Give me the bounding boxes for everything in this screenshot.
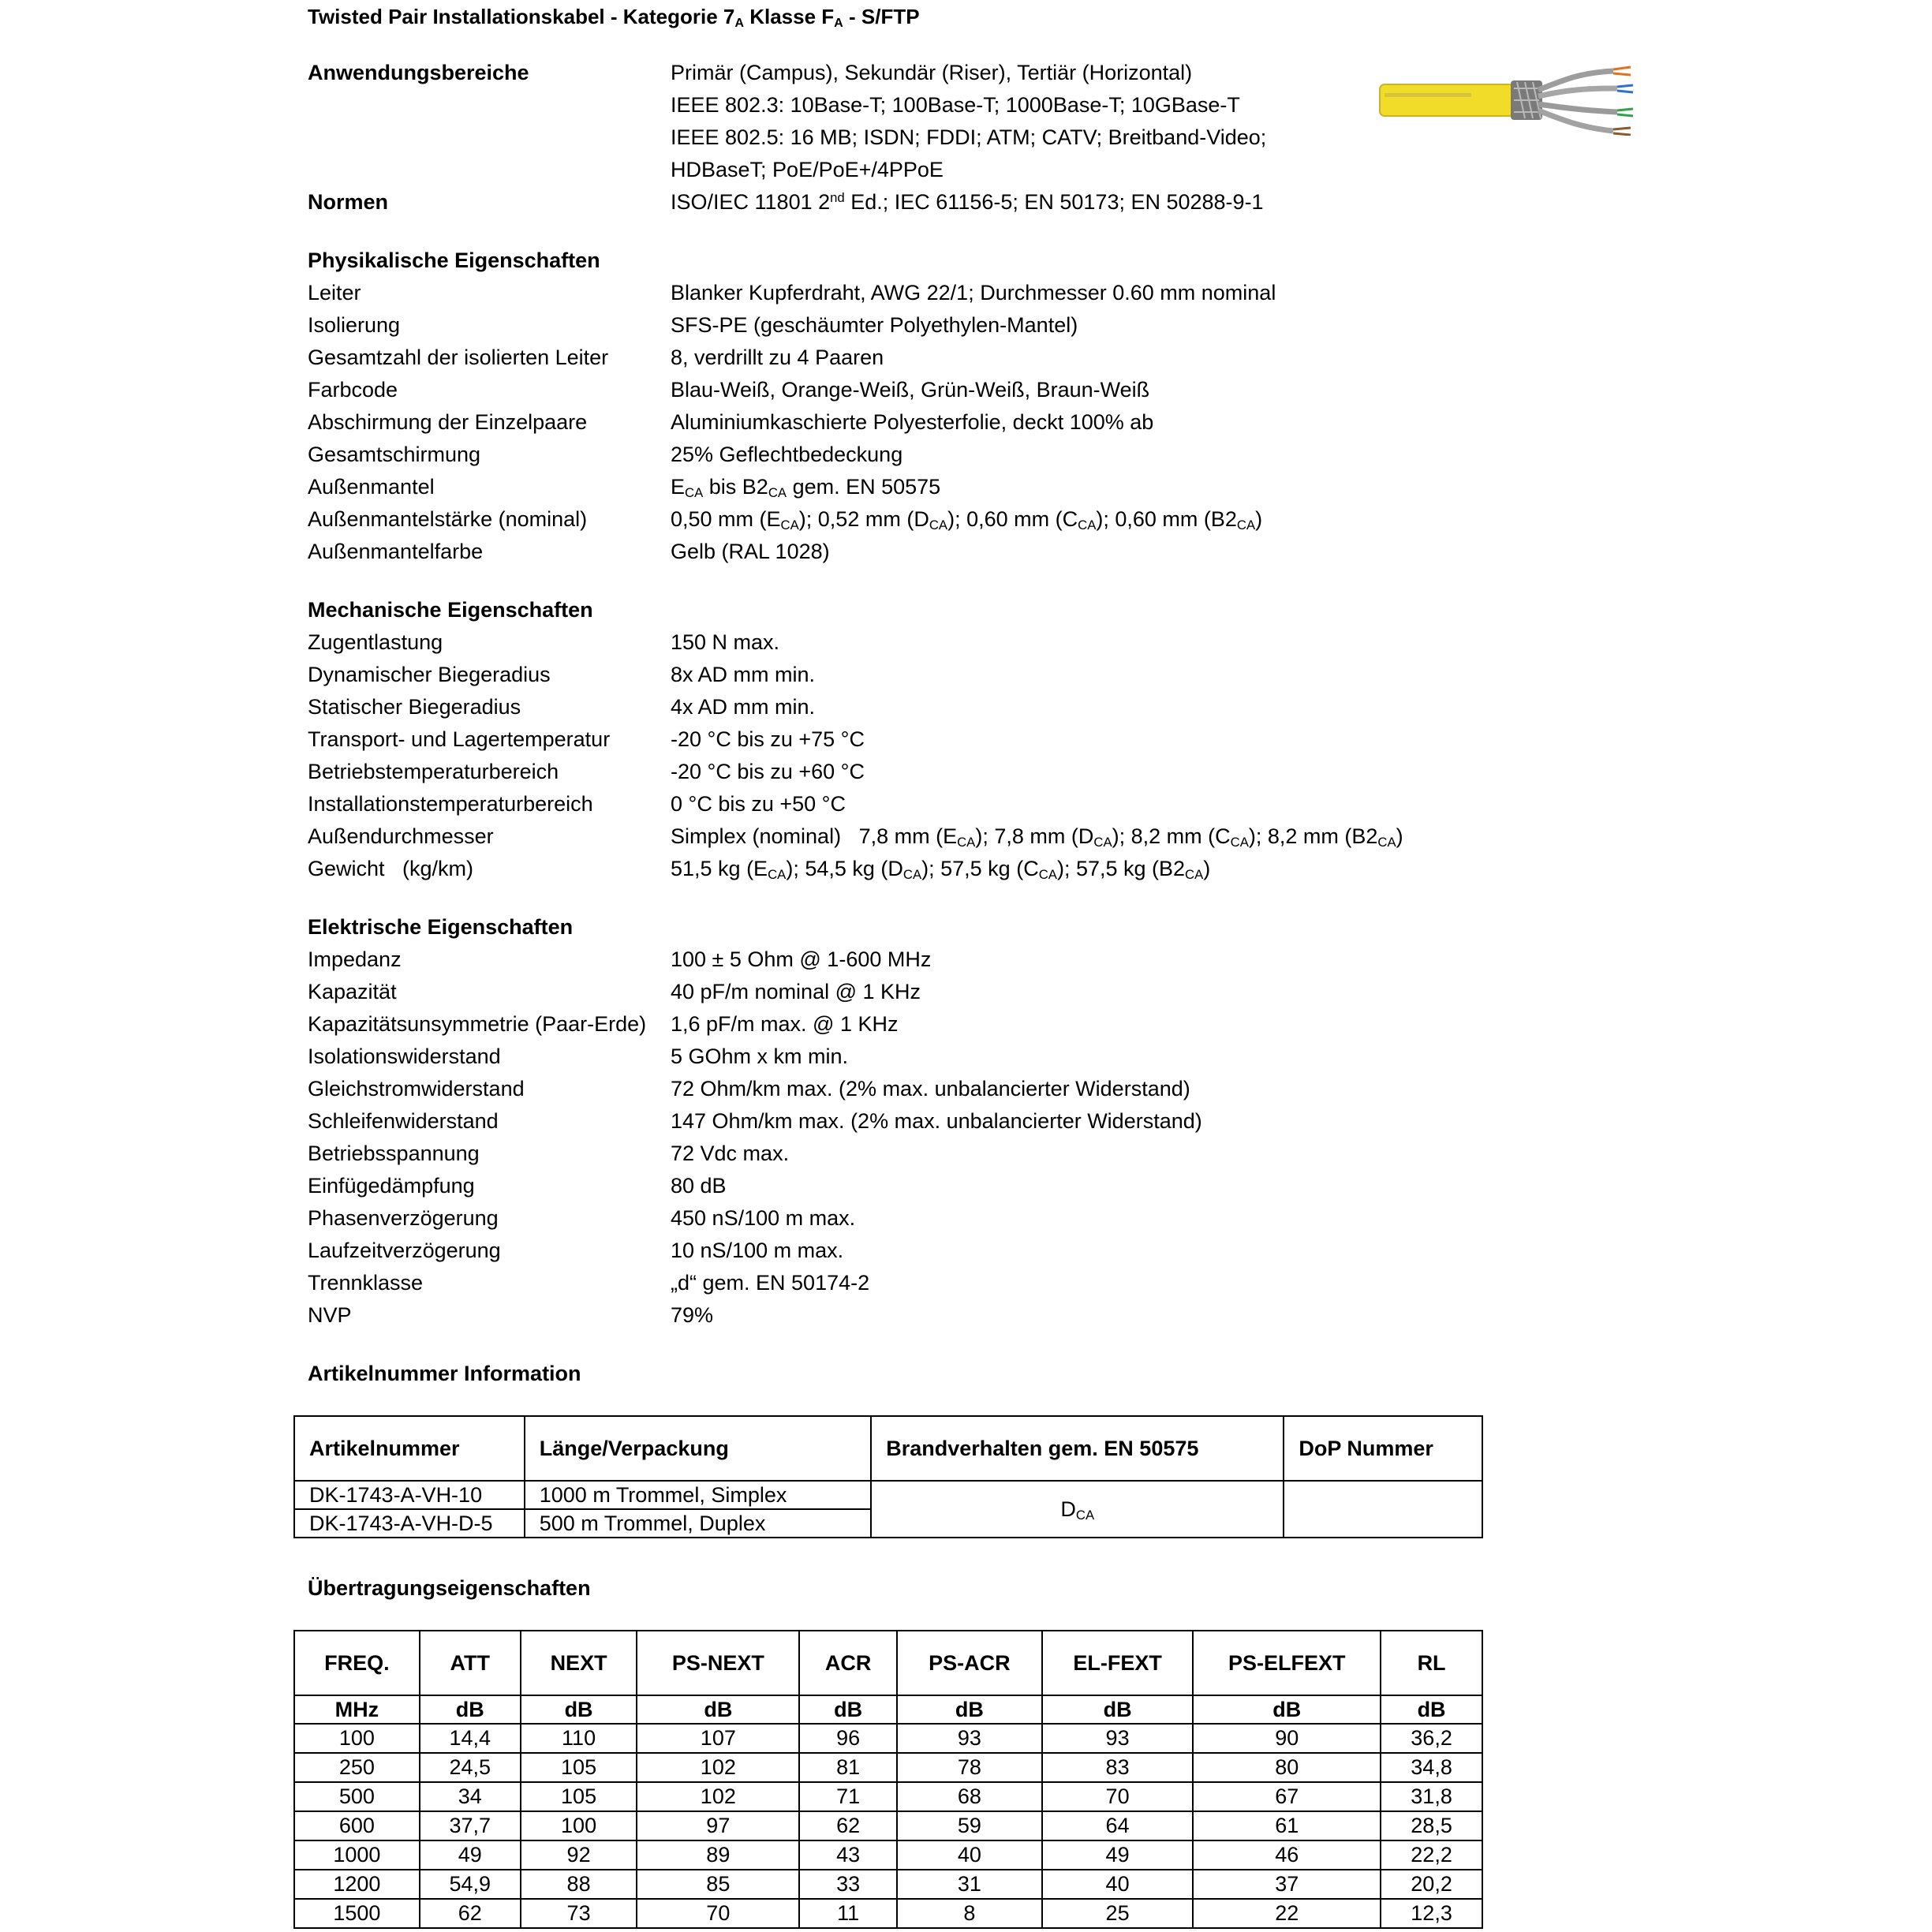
table-cell: 22,2 bbox=[1381, 1840, 1482, 1870]
table-cell: 70 bbox=[1042, 1782, 1194, 1811]
jacket-print bbox=[1385, 93, 1471, 97]
unit-cell: dB bbox=[1381, 1695, 1482, 1724]
table-cell: 33 bbox=[799, 1870, 897, 1899]
table-row bbox=[294, 1870, 1482, 1899]
article-nr: DK-1743-A-VH-D-5 bbox=[294, 1509, 525, 1538]
table-cell: 96 bbox=[799, 1724, 897, 1753]
unit-cell: dB bbox=[420, 1695, 521, 1724]
table-cell: 12,3 bbox=[1381, 1899, 1482, 1928]
unit-cell: dB bbox=[799, 1695, 897, 1724]
table-cell: 1500 bbox=[294, 1899, 420, 1928]
anwendung-line-1: Primär (Campus), Sekundär (Riser), Tertiär (Horizontal) bbox=[671, 61, 1193, 84]
table-cell: 93 bbox=[897, 1724, 1042, 1753]
page-title: Twisted Pair Installationskabel - Kategorie $7_A$ Klasse $F_A - S/FTP$ bbox=[308, 5, 920, 31]
table-cell: 61 bbox=[1193, 1811, 1381, 1840]
col-ps-next: PS-NEXT bbox=[637, 1631, 799, 1695]
anwendung-line-3: IEEE 802.5: 16 MB; ISDN; FDDI; ATM; CATV; Breitband-Video; bbox=[671, 125, 1267, 149]
unit-cell: MHz bbox=[294, 1695, 420, 1724]
table-cell: 88 bbox=[521, 1870, 637, 1899]
col-ps-acr: PS-ACR bbox=[897, 1631, 1042, 1695]
table-cell: 8 bbox=[897, 1899, 1042, 1928]
table-cell: 89 bbox=[637, 1840, 799, 1870]
table-row bbox=[294, 1899, 1482, 1928]
unit-cell: dB bbox=[1042, 1695, 1194, 1724]
table-cell: 36,2 bbox=[1381, 1724, 1482, 1753]
table-cell: 105 bbox=[521, 1753, 637, 1782]
table-cell: 100 bbox=[521, 1811, 637, 1840]
table-cell: 31 bbox=[897, 1870, 1042, 1899]
table-row bbox=[294, 1811, 1482, 1840]
table-cell: 40 bbox=[1042, 1870, 1194, 1899]
table-cell: 90 bbox=[1193, 1724, 1381, 1753]
table-cell: 37,7 bbox=[420, 1811, 521, 1840]
table-cell: 62 bbox=[420, 1899, 521, 1928]
transmission-units-row bbox=[294, 1695, 1482, 1724]
article-nr: DK-1743-A-VH-10 bbox=[294, 1481, 525, 1509]
table-row bbox=[294, 1840, 1482, 1870]
col-rl: RL bbox=[1381, 1631, 1482, 1695]
table-cell: 71 bbox=[799, 1782, 897, 1811]
col-next: NEXT bbox=[521, 1631, 637, 1695]
anwendung-line-4: HDBaseT; PoE/PoE+/4PPoE bbox=[671, 158, 944, 181]
table-cell: 83 bbox=[1042, 1753, 1194, 1782]
col-ps-elfext: PS-ELFEXT bbox=[1193, 1631, 1381, 1695]
article-len: 500 m Trommel, Duplex bbox=[525, 1509, 871, 1538]
table-cell: 24,5 bbox=[420, 1753, 521, 1782]
col-el-fext: EL-FEXT bbox=[1042, 1631, 1194, 1695]
article-col-len: Länge/Verpackung bbox=[525, 1416, 871, 1481]
table-cell: 78 bbox=[897, 1753, 1042, 1782]
table-cell: 1000 bbox=[294, 1840, 420, 1870]
table-cell: 80 bbox=[1193, 1753, 1381, 1782]
table-row bbox=[294, 1782, 1482, 1811]
table-cell: 1200 bbox=[294, 1870, 420, 1899]
table-cell: 34 bbox=[420, 1782, 521, 1811]
article-len: 1000 m Trommel, Simplex bbox=[525, 1481, 871, 1509]
table-cell: 93 bbox=[1042, 1724, 1194, 1753]
datasheet-page: Twisted Pair Installationskabel - Kategorie $7_A$ Klasse $F_A - S/FTP$ Anwendungsbereiche Primär (Campus), Sekundär (Riser), Tertiär (Horizontal) IEEE 802.3: 10Base-T; 100Base-T; 1000Base-T; 10GBase-T IEEE 802.5: 16 MB; ISDN; FDDI; ATM; CATV; Breitband-Video; HDBaseT; PoE/PoE+/4PPoE Normen ISO/IEC 11801 2nd Ed.; IEC 61156-5; EN 50173; EN 50288-9-1 Physikalische Eigenschaften Leiter Blanker Kupferdraht, AWG 22/1; Durchmesser 0.60 mm nominal Isolierung SFS-PE (geschäumter Polyethylen-Mantel) Gesamtzahl der isolierten Leiter 8, verdrillt zu 4 Paaren Farbcode Blau-Weiß, Orange-Weiß, Grün-Weiß, Braun-Weiß Abschirmung der Einzelpaare Aluminiumkaschierte Polyesterfolie, deckt 100% ab Gesamtschirmung 25% Geflechtbedeckung Außenmantel $E_{CA}$ bis $B2_{CA}$ gem. EN 50575 Außenmantelstärke (nominal) 0,50 mm $(E_{CA})$; 0,52 mm $(D_{CA})$; 0,60 mm $(C_{CA})$; 0,60 mm $(B2_{CA})$ Außenmantelfarbe Gelb (RAL 1028) Mechanische Eigenschaften Zugentlastung 150 N max. Dynamischer Biegeradius 8x AD mm min. Statischer Biegeradius 4x AD mm min. Transport- und Lagertemperatur -20 °C bis zu +75 °C Betriebstemperaturbereich -20 °C bis zu +60 °C Installationstemperaturbereich 0 °C bis zu +50 °C Außendurchmesser Simplex (nominal) 7,8 mm $(E_{CA})$; 7,8 mm $(D_{CA})$; 8,2 mm $(C_{CA})$; 8,2 mm $(B2_{CA})$ Gewicht (kg/km) 51,5 kg $(E_{CA})$; 54,5 kg $(D_{CA})$; 57,5 kg $(C_{CA})$; 57,5 kg $(B2_{CA})$ Elektrische Eigenschaften Impedanz 100 ± 5 Ohm @ 1-600 MHz Kapazität 40 pF/m nominal @ 1 KHz Kapazitätsunsymmetrie (Paar-Erde) 1,6 pF/m max. @ 1 KHz Isolationswiderstand 5 GOhm x km min. Gleichstromwiderstand 72 Ohm/km max. (2% max. unbalancierter Widerstand) Schleifenwiderstand 147 Ohm/km max. (2% max. unbalancierter Widerstand) Betriebsspannung 72 Vdc max. Einfügedämpfung 80 dB Phasenverzögerung 450 nS/100 m max. Laufzeitverzögerung 10 nS/100 m max. Trennklasse „d“ gem. EN 50174-2 NVP 79% Artikelnummer Information Artikelnummer Länge/Verpackung Brandverhalten gem. EN 50575 DoP Nummer DK-1743-A-VH-10 1000 m Trommel, Simplex $D_{CA}$ DK-1743-A-VH-D-5 500 m Trommel, Duplex Übertragungseigenschaften FREQ. ATT NEXT PS-NEXT ACR PS-ACR EL-FEXT PS-ELFEXT RL MHz dB dB dB dB dB dB dB dB 100 14,4 110 107 96 93 93 90 36,2 250 24,5 105 102 81 78 83 80 34,8 500 34 105 102 71 68 70 67 31,8 600 37,7 100 97 62 59 64 61 28,5 1000 49 92 89 43 40 49 46 22,2 1200 54,9 88 85 33 31 40 37 20,2 1500 62 73 70 11 8 25 22 12,3 bbox=[0, 0, 1932, 1932]
anwendung-line-2: IEEE 802.3: 10Base-T; 100Base-T; 1000Base-T; 10GBase-T bbox=[671, 93, 1240, 117]
table-cell: 107 bbox=[637, 1724, 799, 1753]
table-cell: 64 bbox=[1042, 1811, 1194, 1840]
table-cell: 28,5 bbox=[1381, 1811, 1482, 1840]
pair-3 bbox=[1538, 104, 1617, 112]
table-cell: 25 bbox=[1042, 1899, 1194, 1928]
unit-cell: dB bbox=[1193, 1695, 1381, 1724]
table-cell: 600 bbox=[294, 1811, 420, 1840]
table-cell: 73 bbox=[521, 1899, 637, 1928]
table-cell: 62 bbox=[799, 1811, 897, 1840]
article-col-dop: DoP Nummer bbox=[1284, 1416, 1482, 1481]
unit-cell: dB bbox=[637, 1695, 799, 1724]
article-brand: $D_{CA}$ bbox=[871, 1481, 1284, 1538]
table-cell: 43 bbox=[799, 1840, 897, 1870]
table-cell: 81 bbox=[799, 1753, 897, 1782]
cable-jacket bbox=[1380, 84, 1514, 116]
table-cell: 105 bbox=[521, 1782, 637, 1811]
table-cell: 92 bbox=[521, 1840, 637, 1870]
table-cell: 22 bbox=[1193, 1899, 1381, 1928]
table-cell: 34,8 bbox=[1381, 1753, 1482, 1782]
unit-cell: dB bbox=[521, 1695, 637, 1724]
table-cell: 40 bbox=[897, 1840, 1042, 1870]
table-cell: 70 bbox=[637, 1899, 799, 1928]
table-cell: 102 bbox=[637, 1782, 799, 1811]
unit-cell: dB bbox=[897, 1695, 1042, 1724]
article-col-brand: Brandverhalten gem. EN 50575 bbox=[871, 1416, 1284, 1481]
article-header-row bbox=[294, 1416, 1482, 1481]
col-att: ATT bbox=[420, 1631, 521, 1695]
table-cell: 67 bbox=[1193, 1782, 1381, 1811]
table-cell: 500 bbox=[294, 1782, 420, 1811]
table-cell: 85 bbox=[637, 1870, 799, 1899]
table-cell: 110 bbox=[521, 1724, 637, 1753]
cable-illustration bbox=[1377, 65, 1637, 136]
table-row bbox=[294, 1481, 1482, 1509]
table-row bbox=[294, 1724, 1482, 1753]
transmission-table bbox=[293, 1630, 1483, 1929]
article-col-nr: Artikelnummer bbox=[294, 1416, 525, 1481]
table-cell: 100 bbox=[294, 1724, 420, 1753]
article-dop bbox=[1284, 1481, 1482, 1538]
table-row bbox=[294, 1753, 1482, 1782]
col-acr: ACR bbox=[799, 1631, 897, 1695]
normen-value: ISO/IEC 11801 2nd Ed.; IEC 61156-5; EN 50173; EN 50288-9-1 bbox=[671, 189, 1264, 214]
table-cell: 49 bbox=[1042, 1840, 1194, 1870]
table-cell: 59 bbox=[897, 1811, 1042, 1840]
table-cell: 20,2 bbox=[1381, 1870, 1482, 1899]
table-cell: 14,4 bbox=[420, 1724, 521, 1753]
table-cell: 97 bbox=[637, 1811, 799, 1840]
table-cell: 54,9 bbox=[420, 1870, 521, 1899]
table-cell: 37 bbox=[1193, 1870, 1381, 1899]
table-cell: 11 bbox=[799, 1899, 897, 1928]
transmission-header-row bbox=[294, 1631, 1482, 1695]
table-cell: 250 bbox=[294, 1753, 420, 1782]
col-freq: FREQ. bbox=[294, 1631, 420, 1695]
table-cell: 31,8 bbox=[1381, 1782, 1482, 1811]
table-cell: 49 bbox=[420, 1840, 521, 1870]
table-cell: 68 bbox=[897, 1782, 1042, 1811]
pair-2 bbox=[1538, 88, 1617, 96]
article-table bbox=[293, 1415, 1483, 1538]
table-cell: 102 bbox=[637, 1753, 799, 1782]
table-cell: 46 bbox=[1193, 1840, 1381, 1870]
transmission-body bbox=[294, 1724, 1482, 1928]
